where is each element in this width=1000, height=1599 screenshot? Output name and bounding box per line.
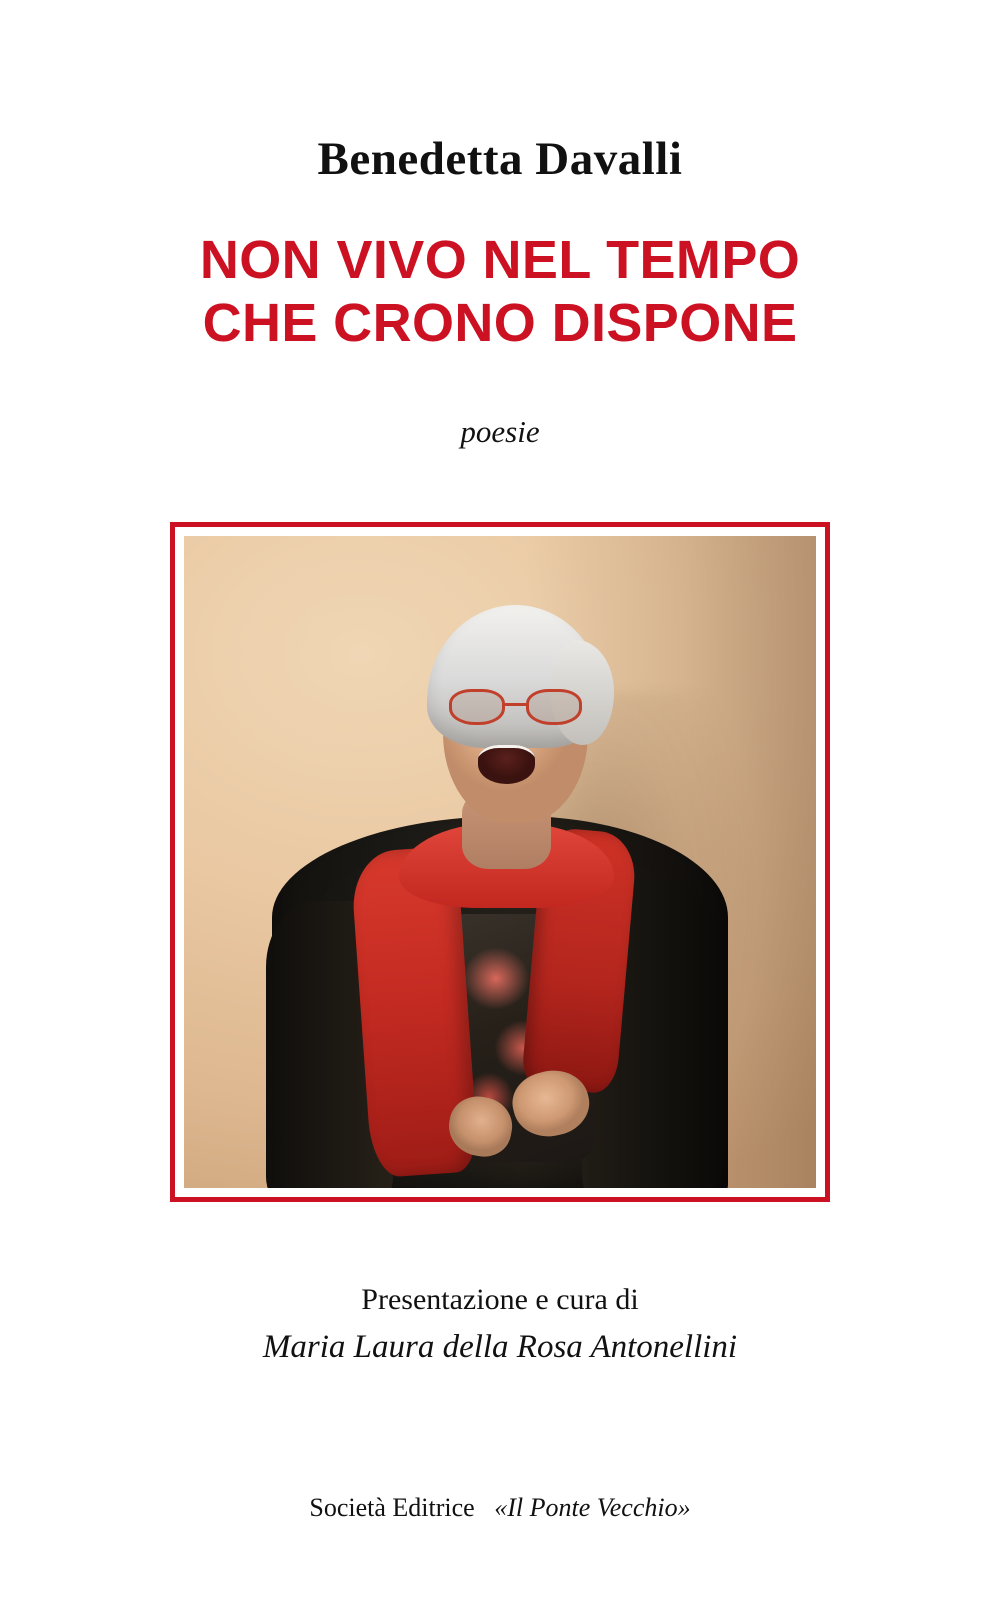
publisher	[0, 1493, 1000, 1523]
publisher-prefix: Società Editrice	[309, 1493, 475, 1522]
eyeglass-lens-left	[449, 689, 505, 725]
cover-photo-frame	[170, 522, 830, 1202]
author-name: Benedetta Davalli	[317, 133, 683, 185]
credits	[263, 1280, 737, 1369]
cover-photo	[184, 536, 816, 1188]
credits-line-2: Maria Laura della Rosa Antonellini	[262, 1328, 738, 1365]
book-title-line-1: NON VIVO NEL TEMPO	[199, 229, 801, 290]
book-title	[200, 229, 800, 356]
book-subtitle: poesie	[460, 414, 540, 450]
smiling-mouth	[478, 745, 535, 784]
eyeglass-lens-right	[526, 689, 582, 725]
credits-line-1: Presentazione e cura di	[361, 1283, 639, 1317]
publisher-name: «Il Ponte Vecchio»	[494, 1493, 691, 1522]
portrait-figure	[184, 536, 816, 1188]
red-eyeglasses-icon	[449, 689, 582, 725]
eyeglass-bridge	[505, 703, 526, 706]
book-title-line-2: CHE CRONO DISPONE	[202, 293, 798, 354]
